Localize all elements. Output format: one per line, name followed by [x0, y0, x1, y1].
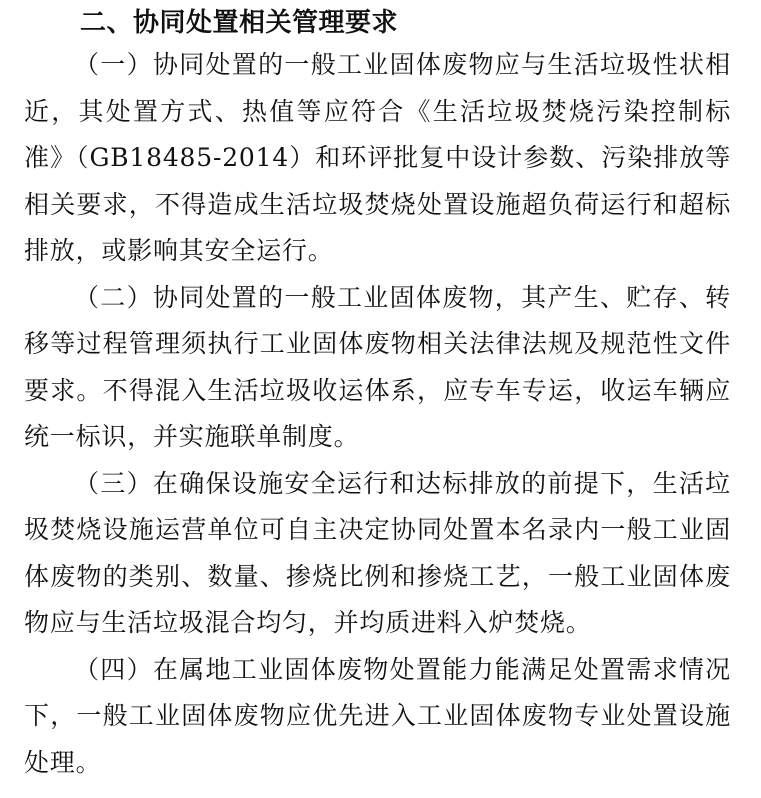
- paragraph-3: （三）在确保设施安全运行和达标排放的前提下，生活垃圾焚烧设施运营单位可自主决定协同处置本名录内一般工业固体废物的类别、数量、掺烧比例和掺烧工艺，一般工业固体废物应与生活垃圾混合均匀，并均质进料入炉焚烧。: [24, 468, 731, 637]
- section-heading: 二、协同处置相关管理要求: [80, 8, 399, 38]
- paragraph-2: （二）协同处置的一般工业固体废物，其产生、贮存、转移等过程管理须执行工业固体废物相关法律法规及规范性文件要求。不得混入生活垃圾收运体系，应专车专运，收运车辆应统一标识，并实施联单制度。: [24, 282, 731, 451]
- paragraph-1: （一）协同处置的一般工业固体废物应与生活垃圾性状相近，其处置方式、热值等应符合《生活垃圾焚烧污染控制标准》（GB18485-2014）和环评批复中设计参数、污染排放等相关要求，不得造成生活垃圾焚烧处置设施超负荷运行和超标排放，或影响其安全运行。: [24, 50, 731, 265]
- paragraph-4: （四）在属地工业固体废物处置能力能满足处置需求情况下，一般工业固体废物应优先进入工业固体废物专业处置设施处理。: [24, 654, 731, 777]
